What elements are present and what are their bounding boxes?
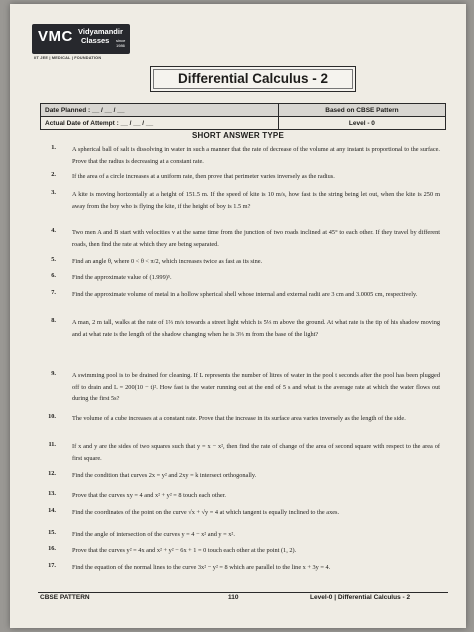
logo-subtitle: IIT JEE | MEDICAL | FOUNDATION <box>34 56 102 60</box>
question-number: 10. <box>48 413 56 420</box>
question-text: Prove that the curves xy = 4 and x² + y² = 8 touch each other. <box>72 492 226 499</box>
question-text: Prove that the curves y² = 4x and x² + y² − 6x + 1 = 0 touch each other at the point (1, 2). <box>72 547 297 554</box>
question-text: Find the coordinates of the point on the curve √x + √y = 4 at which tangent is equally inclined to the axes. <box>72 509 340 516</box>
logo-est: since 1986 <box>116 38 126 48</box>
logo-name-line2: Classes <box>81 36 110 45</box>
question-number: 9. <box>51 370 56 377</box>
question-text: Find the condition that curves 2x = y² and 2xy = k intersect orthogonally. <box>72 472 257 479</box>
date-planned-cell: Date Planned : __ / __ / __ <box>41 104 279 117</box>
question-number: 1. <box>51 144 56 151</box>
question-text: Find an angle θ, where 0 < θ < π/2, which increases twice as fast as its sine. <box>72 258 263 265</box>
question-number: 6. <box>51 272 56 279</box>
question-number: 2. <box>51 171 56 178</box>
question-number: 11. <box>48 441 56 448</box>
question-text: Find the angle of intersection of the curves y = 4 − x² and y = x². <box>72 531 235 538</box>
page-title: Differential Calculus - 2 <box>150 66 356 92</box>
question-number: 12. <box>48 470 56 477</box>
question-text: Two men A and B start with velocities v at the same time from the junction of two roads inclined at 45° to each other. If they travel by different roads, then find the rate at which they are being separated. <box>72 229 440 248</box>
question-text: A spherical ball of salt is dissolving in water in such a manner that the rate of decrease of the volume at any instant is proportional to the surface. Prove that the radius is decreasing at a constant rate. <box>72 146 440 165</box>
worksheet-page <box>10 4 466 628</box>
question-number: 8. <box>51 317 56 324</box>
question-number: 5. <box>51 256 56 263</box>
question-text: Find the approximate volume of metal in a hollow spherical shell whose internal and external radii are 3 cm and 3.0005 cm, respectively. <box>72 291 418 298</box>
vmc-logo <box>32 24 130 54</box>
footer-divider <box>38 592 448 593</box>
question-number: 16. <box>48 545 56 552</box>
question-number: 3. <box>51 189 56 196</box>
question-number: 13. <box>48 490 56 497</box>
question-text: Find the approximate value of (1.999)⁵. <box>72 274 172 281</box>
actual-date-cell: Actual Date of Attempt : __ / __ / __ <box>41 117 279 130</box>
info-table <box>40 103 446 130</box>
question-number: 7. <box>51 289 56 296</box>
footer-left: CBSE PATTERN <box>40 594 90 601</box>
based-on-cell: Based on CBSE Pattern <box>278 104 445 117</box>
question-text: The volume of a cube increases at a constant rate. Prove that the increase in its surface area varies inversely as the length of the side. <box>72 415 406 422</box>
footer-page-number: 110 <box>228 594 239 601</box>
question-text: Find the equation of the normal lines to the curve 3x² − y² = 8 which are parallel to the line x + 3y = 4. <box>72 564 331 571</box>
question-text: If the area of a circle increases at a uniform rate, then prove that perimeter varies inversely as the radius. <box>72 173 335 180</box>
question-number: 14. <box>48 507 56 514</box>
question-text: If x and y are the sides of two squares such that y = x − x², then find the rate of change of the area of second square with respect to the area of first square. <box>72 443 440 462</box>
question-text: A kite is moving horizontally at a height of 151.5 m. If the speed of kite is 10 m/s, how fast is the string being let out, when the kite is 250 m away from the boy who is flying the kite, if the height of boy is 1.5 m? <box>72 191 440 210</box>
section-title: SHORT ANSWER TYPE <box>192 131 284 140</box>
level-cell: Level - 0 <box>278 117 445 130</box>
question-number: 15. <box>48 529 56 536</box>
footer-right: Level-0 | Differential Calculus - 2 <box>310 594 411 601</box>
question-text: A swimming pool is to be drained for cleaning. If L represents the number of litres of water in the pool t seconds after the pool has been plugged off to drain and L = 200(10 − t)². How fast is the water running out at the end of 5 s and what is the average rate at which the water flows out during the first 5s? <box>72 372 440 402</box>
question-number: 4. <box>51 227 56 234</box>
logo-name-line1: Vidyamandir <box>78 27 123 36</box>
logo-brand: VMC <box>38 28 73 45</box>
question-number: 17. <box>48 562 56 569</box>
question-text: A man, 2 m tall, walks at the rate of 1⅔ m/s towards a street light which is 5⅓ m above the ground. At what rate is the tip of his shadow moving and at what rate is the length of the shadow changing when he is 3⅓ m from the base of the light? <box>72 319 440 338</box>
